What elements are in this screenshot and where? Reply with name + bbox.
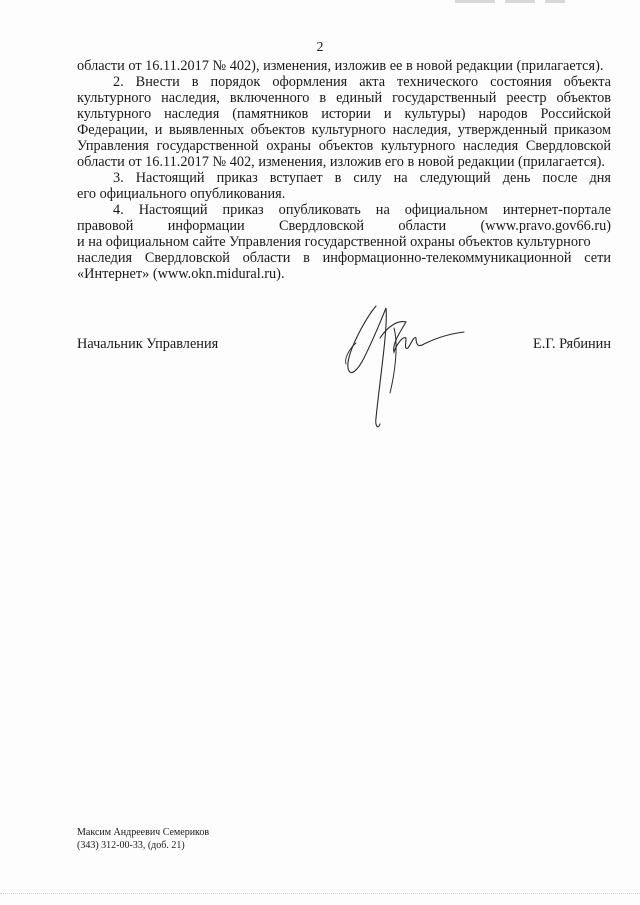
text-line: Управления государственной охраны объектов культурного наследия Свердловской — [77, 138, 611, 154]
scan-artifact — [455, 0, 495, 3]
text-line: культурного наследия, включенного в единый государственный реестр объектов — [77, 90, 611, 106]
text-line: 3. Настоящий приказ вступает в силу на следующий день после дня — [113, 170, 611, 186]
document-body — [77, 58, 611, 282]
scan-artifact — [505, 0, 535, 3]
text-line: области от 16.11.2017 № 402, изменения, изложив его в новой редакции (прилагается). — [77, 154, 605, 170]
text-line: «Интернет» (www.okn.midural.ru). — [77, 266, 285, 282]
text-line: культурного наследия (памятников истории и культуры) народов Российской — [77, 106, 611, 122]
text-line: и на официальном сайте Управления государственной охраны объектов культурного — [77, 234, 591, 250]
scan-artifact — [545, 0, 565, 3]
text-line: правовой информации Свердловской области (www.pravo.gov66.ru) — [77, 218, 611, 234]
text-line: Федерации, и выявленных объектов культурного наследия, утвержденный приказом — [77, 122, 611, 138]
page-number: 2 — [316, 40, 324, 55]
executor-phone: (343) 312-00-33, (доб. 21) — [77, 840, 185, 851]
executor-info — [77, 826, 209, 852]
handwritten-signature — [336, 298, 476, 433]
signatory-name: Е.Г. Рябинин — [533, 336, 611, 352]
text-line: 4. Настоящий приказ опубликовать на официальном интернет-портале — [113, 202, 611, 218]
scan-edge — [0, 893, 640, 895]
signatory-position: Начальник Управления — [77, 336, 219, 352]
text-line: 2. Внести в порядок оформления акта технического состояния объекта — [113, 74, 611, 90]
text-line: наследия Свердловской области в информационно-телекоммуникационной сети — [77, 250, 611, 266]
text-line: области от 16.11.2017 № 402), изменения, изложив ее в новой редакции (прилагается). — [77, 58, 604, 74]
executor-name: Максим Андреевич Семериков — [77, 827, 210, 838]
text-line: его официального опубликования. — [77, 186, 286, 202]
